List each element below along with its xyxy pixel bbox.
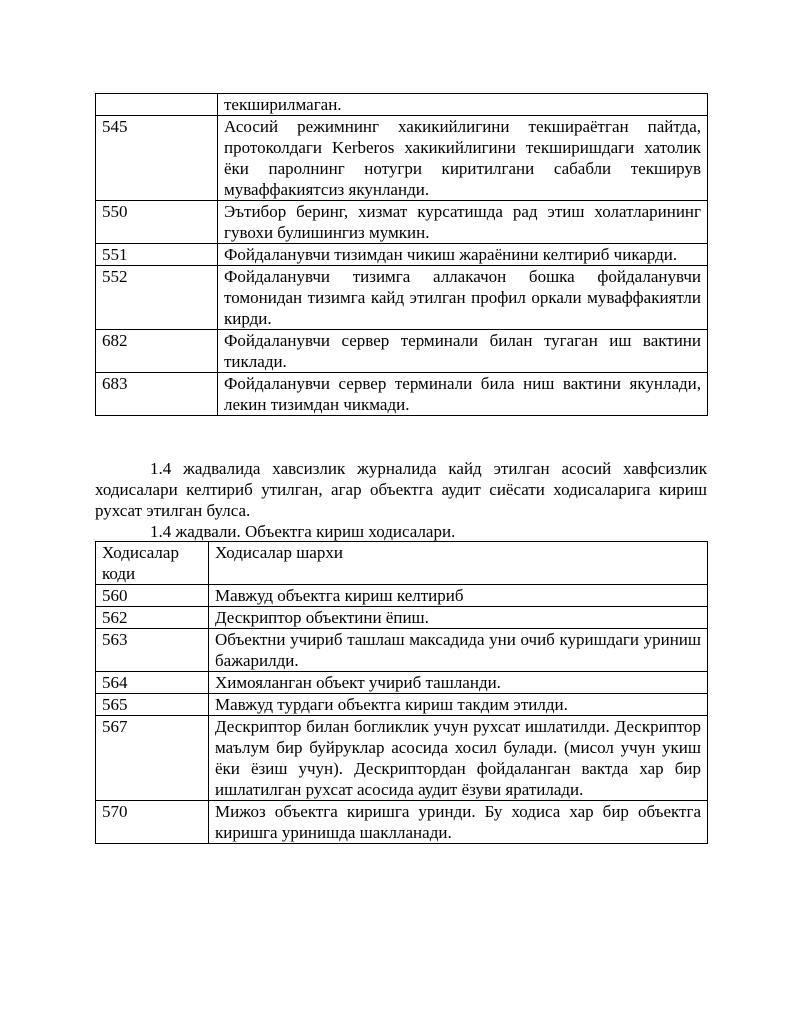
event-description-cell: текширилмаган.: [218, 94, 708, 116]
event-code-cell: 550: [96, 201, 218, 244]
event-description-cell: Фойдаланувчи тизимдан чикиш жараёнини келтириб чикарди.: [218, 244, 708, 266]
event-description-cell: Фойдаланувчи тизимга аллакачон бошка фойдаланувчи томонидан тизимга кайд этилган профил оркали муваффакиятли кирди.: [218, 266, 708, 330]
table-row: [96, 585, 708, 607]
header-description-cell: Ходисалар шархи: [209, 542, 708, 585]
table-row: [96, 116, 708, 201]
event-code-cell: 562: [96, 607, 209, 629]
event-code-cell: 551: [96, 244, 218, 266]
event-description-cell: Асосий режимнинг хакикийлигини текшираётган пайтда, протоколдаги Kerberos хакикийлигини текширишдаги хатолик ёки паролнинг нотугри киритилгани сабабли текширув муваффакиятсиз якунланди.: [218, 116, 708, 201]
event-description-cell: Мавжуд турдаги объектга кириш такдим этилди.: [209, 694, 708, 716]
table-row: [96, 201, 708, 244]
table-header-row: [96, 542, 708, 585]
table-row: [96, 244, 708, 266]
table-row: [96, 266, 708, 330]
table-row: [96, 672, 708, 694]
event-code-cell: 567: [96, 716, 209, 801]
table-row: [96, 94, 708, 116]
table-row: [96, 716, 708, 801]
table-row: [96, 629, 708, 672]
body-paragraph: 1.4 жадвалида хавсизлик журналида кайд этилган асосий хавфсизлик ходисалари келтириб утилган, агар объектга аудит сиёсати ходисаларига кириш рухсат этилган булса.: [95, 459, 707, 520]
event-description-cell: Дескриптор объектини ёпиш.: [209, 607, 708, 629]
table-row: [96, 801, 708, 844]
event-description-cell: Дескриптор билан богликлик учун рухсат ишлатилди. Дескриптор маълум бир буйруклар асосида хосил булади. (мисол учун укиш ёки ёзиш учун). Дескриптордан фойдаланган вактда хар бир ишлатилган рухсат асосида аудит ёзуви яратилади.: [209, 716, 708, 801]
event-description-cell: Объектни учириб ташлаш максадида уни очиб куришдаги уриниш бажарилди.: [209, 629, 708, 672]
event-code-cell: 565: [96, 694, 209, 716]
table-row: [96, 694, 708, 716]
event-code-cell: 552: [96, 266, 218, 330]
event-code-cell: 563: [96, 629, 209, 672]
event-code-cell: 560: [96, 585, 209, 607]
event-code-cell: [96, 94, 218, 116]
event-description-cell: Химояланган объект учириб ташланди.: [209, 672, 708, 694]
event-code-cell: 683: [96, 373, 218, 416]
event-description-cell: Фойдаланувчи сервер терминали билан тугаган иш вактини тиклади.: [218, 330, 708, 373]
event-code-cell: 564: [96, 672, 209, 694]
table-caption: 1.4 жадвали. Объектга кириш ходисалари.: [150, 522, 456, 541]
security-events-table-continued: [95, 93, 708, 416]
event-description-cell: Мавжуд объектга кириш келтириб: [209, 585, 708, 607]
event-code-cell: 570: [96, 801, 209, 844]
event-code-cell: 545: [96, 116, 218, 201]
event-description-cell: Мижоз объектга киришга уринди. Бу ходиса хар бир объектга киришга уринишда шаклланади.: [209, 801, 708, 844]
event-description-cell: Эътибор беринг, хизмат курсатишда рад этиш холатларининг гувохи булишингиз мумкин.: [218, 201, 708, 244]
table-row: [96, 607, 708, 629]
header-code-cell: Ходисалар коди: [96, 542, 209, 585]
event-description-cell: Фойдаланувчи сервер терминали била ниш вактини якунлади, лекин тизимдан чикмади.: [218, 373, 708, 416]
event-code-cell: 682: [96, 330, 218, 373]
table-row: [96, 373, 708, 416]
object-access-events-table: [95, 541, 708, 844]
table-row: [96, 330, 708, 373]
